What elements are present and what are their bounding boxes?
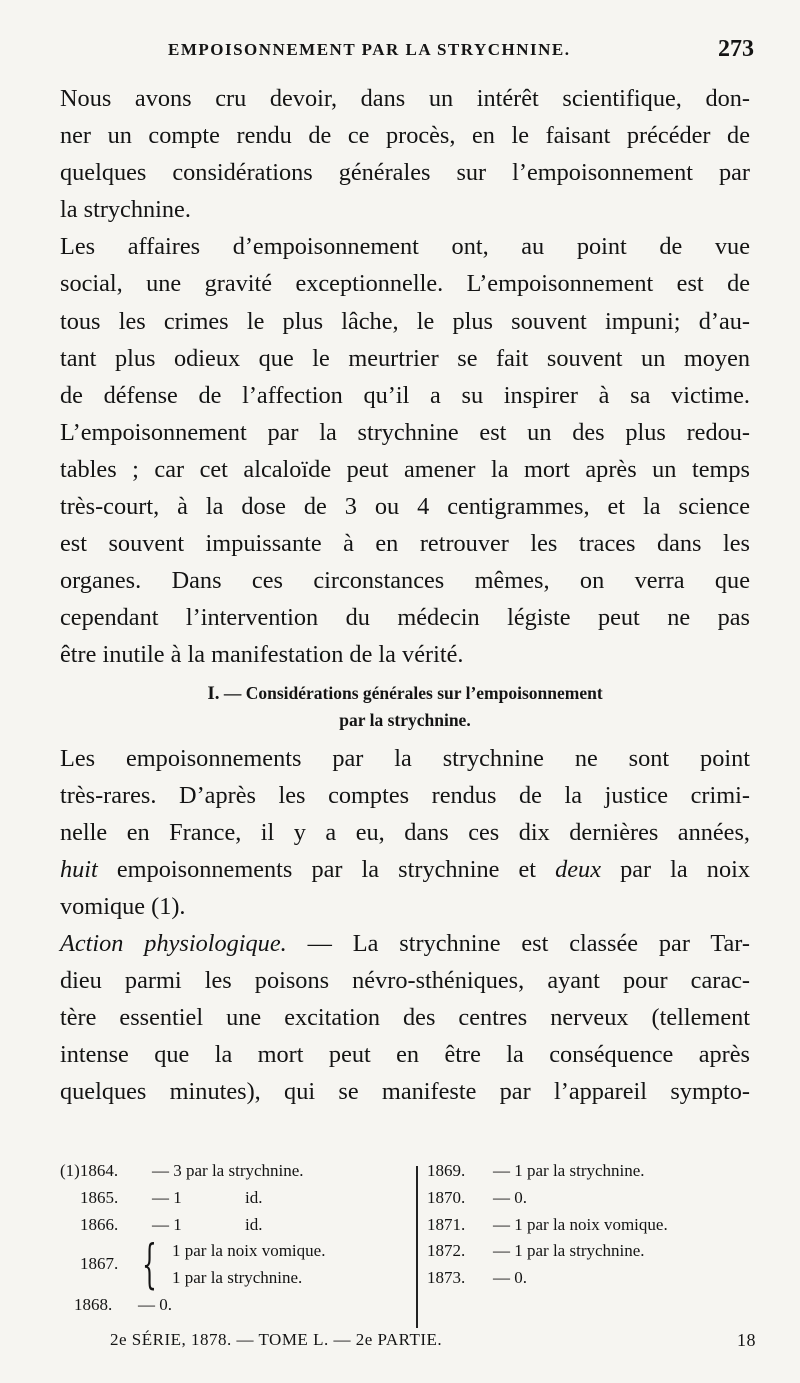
footnote-year: 1871.	[427, 1214, 466, 1234]
text-fragment: empoisonnements par la strychnine et	[97, 855, 556, 883]
text-line: est souvent impuissante à en retrouver les traces dans les	[60, 530, 750, 558]
text-fragment: par la noix	[600, 855, 751, 883]
page-footer	[110, 1330, 756, 1360]
text-line: Nous avons cru devoir, dans un intérêt scientifique, don-	[60, 85, 750, 112]
footnote-row	[427, 1158, 757, 1185]
text-line: nelle en France, il y a eu, dans ces dix dernières années,	[60, 818, 750, 846]
paragraph-1	[60, 80, 750, 228]
footnote-year-value: 1864.	[79, 1161, 119, 1180]
text-line: tant plus odieux que le meurtrier se fait souvent un moyen	[60, 344, 750, 372]
footnote-row-braced	[60, 1235, 410, 1296]
footnote-row	[60, 1185, 410, 1212]
text-line: Les empoisonnements par la strychnine ne sont point	[60, 744, 750, 772]
running-title: EMPOISONNEMENT PAR LA STRYCHNINE.	[168, 40, 571, 59]
italic-deux: deux	[555, 855, 601, 883]
italic-huit: huit	[60, 855, 98, 883]
paragraph-2	[60, 228, 750, 673]
section-dash: —	[223, 682, 242, 703]
footnote-year: 1867.	[80, 1254, 119, 1274]
footnote-year	[60, 1158, 118, 1185]
footnote-text: 1 par la noix vomique.	[172, 1241, 326, 1261]
section-title-2: par la strychnine.	[339, 709, 471, 730]
footnote-text: — 1 par la noix vomique.	[493, 1214, 668, 1234]
brace-glyph: {	[142, 1235, 157, 1296]
section-heading	[60, 680, 750, 734]
footnote-text: — 1	[152, 1214, 182, 1234]
footnote-year: 1870.	[427, 1187, 466, 1207]
text-line: dieu parmi les poisons névro-sthéniques, ayant pour carac-	[60, 967, 750, 995]
footnote-text: 1 par la strychnine.	[172, 1268, 303, 1288]
text-line: être inutile à la manifestation de la vérité.	[60, 641, 464, 669]
text-line: Les affaires d’empoisonnement ont, au point de vue	[60, 233, 750, 261]
text-line: tous les crimes le plus lâche, le plus souvent impuni; d’au-	[60, 307, 750, 335]
text-line-mixed	[60, 851, 750, 888]
footnote-row	[427, 1212, 757, 1239]
signature-mark: 18	[737, 1330, 756, 1350]
footnote-text: — 0.	[138, 1294, 172, 1314]
paragraph-3	[60, 740, 750, 925]
running-head	[60, 36, 760, 66]
page-number: 273	[718, 36, 754, 62]
text-line: quelques considérations générales sur l’empoisonnement par	[60, 159, 750, 187]
paragraph-4	[60, 925, 750, 1110]
text-line-mixed	[60, 925, 750, 962]
text-line: vomique (1).	[60, 892, 186, 920]
footnote-text: — 3 par la strychnine.	[152, 1161, 304, 1180]
text-line: très-court, à la dose de 3 ou 4 centigrammes, et la science	[60, 493, 750, 521]
text-line: tère essentiel une excitation des centres nerveux (tellement	[60, 1004, 750, 1032]
text-fragment: — La strychnine est classée par Tar-	[286, 929, 750, 957]
text-line: très-rares. D’après les comptes rendus de la justice crimi-	[60, 781, 750, 809]
footnote-text: — 1	[152, 1187, 182, 1207]
footnote-row	[427, 1238, 757, 1265]
footnote-year: 1873.	[427, 1268, 466, 1288]
footnote-text: — 0.	[493, 1187, 527, 1207]
footnote-text: — 1 par la strychnine.	[493, 1241, 645, 1261]
text-line: intense que la mort peut en être la conséquence après	[60, 1041, 750, 1069]
footnote-row	[60, 1158, 410, 1185]
section-heading-line-1	[60, 680, 750, 707]
footnote-row	[60, 1212, 410, 1239]
footnote-text: — 0.	[493, 1268, 527, 1288]
text-line: de défense de l’affection qu’il a su inspirer à sa victime.	[60, 381, 750, 409]
footnote-table	[60, 1158, 762, 1328]
footnote-column-right	[427, 1158, 757, 1292]
footnote-year: 1868.	[74, 1294, 113, 1314]
footnote-id: id.	[245, 1187, 263, 1207]
footnote-row	[60, 1292, 410, 1319]
footnote-id: id.	[245, 1214, 263, 1234]
text-line: la strychnine.	[60, 196, 191, 224]
text-line: cependant l’intervention du médecin légiste peut ne pas	[60, 604, 750, 632]
body-text	[60, 80, 750, 1110]
text-line: ner un compte rendu de ce procès, en le faisant précéder de	[60, 122, 750, 150]
section-title-1: Considérations générales sur l’empoisonnement	[245, 682, 603, 703]
footnote-row	[427, 1265, 757, 1292]
footnote-year: 1872.	[427, 1241, 466, 1261]
footnote-year: 1869.	[427, 1161, 466, 1180]
column-divider	[416, 1166, 418, 1328]
text-line: social, une gravité exceptionnelle. L’empoisonnement est de	[60, 270, 750, 298]
section-number: I.	[207, 682, 220, 704]
text-line: organes. Dans ces circonstances mêmes, on verra que	[60, 567, 750, 595]
footnote-text: — 1 par la strychnine.	[493, 1161, 645, 1180]
text-line: quelques minutes), qui se manifeste par l’appareil sympto-	[60, 1078, 750, 1106]
text-line: tables ; car cet alcaloïde peut amener la mort après un temps	[60, 455, 750, 483]
footnote-marker: (1)	[60, 1161, 80, 1180]
italic-lead: Action physiologique.	[60, 929, 287, 957]
text-line: L’empoisonnement par la strychnine est un des plus redou-	[60, 418, 750, 446]
footnote-column-left	[60, 1158, 410, 1319]
series-info: 2e SÉRIE, 1878. — TOME L. — 2e PARTIE.	[110, 1330, 443, 1349]
footnote-year: 1865.	[80, 1187, 119, 1207]
footnote-row	[427, 1185, 757, 1212]
footnote-year: 1866.	[80, 1214, 119, 1234]
